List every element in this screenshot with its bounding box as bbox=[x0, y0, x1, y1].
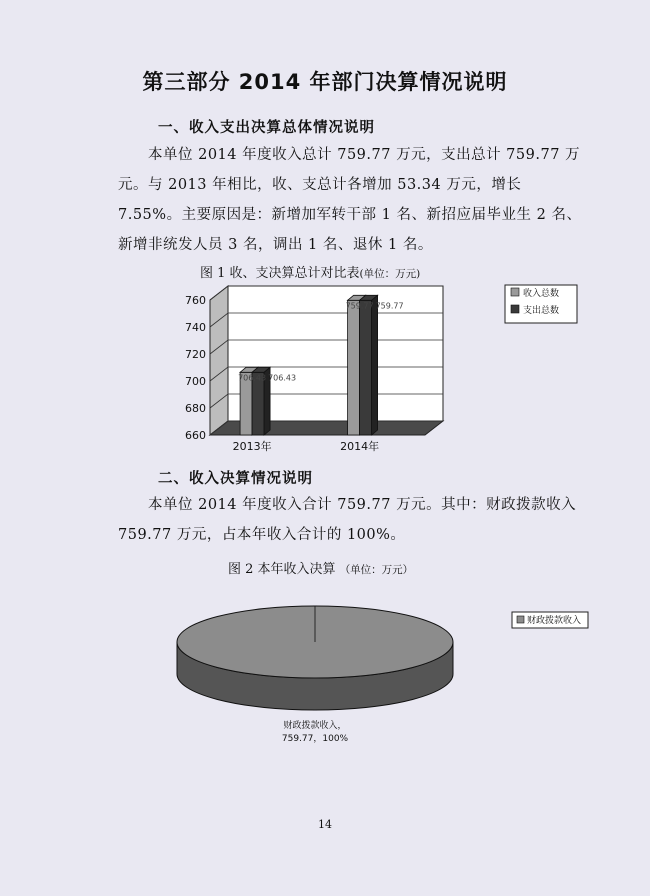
section-2-paragraph bbox=[118, 490, 588, 550]
legend-swatch bbox=[511, 305, 519, 313]
bar-side bbox=[372, 295, 378, 435]
legend-label: 支出总数 bbox=[523, 306, 560, 316]
pie-slices bbox=[177, 606, 453, 710]
bar-front bbox=[348, 300, 360, 435]
x-axis-ticks bbox=[233, 439, 380, 453]
page-title: 第三部分 2014 年部门决算情况说明 bbox=[142, 70, 508, 94]
y-tick-label: 720 bbox=[185, 348, 206, 361]
y-tick-label: 660 bbox=[185, 429, 206, 442]
legend-swatch bbox=[511, 288, 519, 296]
legend-swatch bbox=[517, 616, 524, 623]
figure-1-unit: (单位：万元) bbox=[359, 268, 421, 280]
y-tick-label: 680 bbox=[185, 402, 206, 415]
bar-data-label: 759.77 bbox=[345, 301, 374, 311]
chart-legend bbox=[505, 285, 577, 323]
section-2-text: 本单位 2014 年度收入合计 759.77 万元。其中：财政拨款收入 759.77 万元，占本年收入合计的 100%。 bbox=[118, 497, 577, 543]
section-1-heading: 一、收入支出决算总体情况说明 bbox=[158, 120, 375, 136]
bar-支出总数-2014年 bbox=[360, 295, 378, 435]
section-2-heading: 二、收入决算情况说明 bbox=[158, 471, 313, 487]
y-tick-label: 760 bbox=[185, 294, 206, 307]
y-tick-label: 700 bbox=[185, 375, 206, 388]
bar-data-label: 759.77 bbox=[375, 301, 404, 311]
bar-data-label: 706.43 bbox=[238, 373, 267, 383]
legend-label: 收入总数 bbox=[523, 289, 560, 299]
y-tick-label: 740 bbox=[185, 321, 206, 334]
figure-1-caption bbox=[200, 262, 420, 281]
legend-label: 财政拨款收入 bbox=[527, 616, 582, 626]
figure-2-title: 图 2 本年收入决算 bbox=[228, 562, 336, 577]
pie-data-label bbox=[282, 719, 349, 744]
pie-label-line-2: 759.77，100% bbox=[281, 734, 349, 744]
section-1-text: 本单位 2014 年度收入总计 759.77 万元，支出总计 759.77 万元。与 2013 年相比，收、支总计各增加 53.34 万元，增长 7.55%。主要原因是：新增加军转干部 1 名、新招应届毕业生 2 名、新增非统发人员 3 名，调出 1 名、退休 1 名。 bbox=[118, 147, 582, 253]
chart-legend bbox=[512, 612, 588, 628]
pie-label-line-1: 财政拨款收入， bbox=[283, 721, 347, 731]
x-tick-label: 2014年 bbox=[340, 440, 380, 453]
figure-2-caption bbox=[228, 558, 413, 577]
section-1-paragraph bbox=[118, 140, 588, 260]
page-number: 14 bbox=[318, 818, 332, 831]
figure-2-unit: （单位：万元） bbox=[339, 564, 414, 576]
figure-1-title: 图 1 收、支决算总计对比表 bbox=[200, 266, 360, 281]
income-pie-chart bbox=[170, 600, 600, 760]
side-wall bbox=[210, 286, 228, 435]
income-expense-bar-chart bbox=[160, 280, 600, 455]
bar-front bbox=[360, 300, 372, 435]
x-tick-label: 2013年 bbox=[232, 440, 272, 453]
y-axis-ticks bbox=[185, 294, 206, 442]
bar-data-label: 706.43 bbox=[268, 373, 297, 383]
